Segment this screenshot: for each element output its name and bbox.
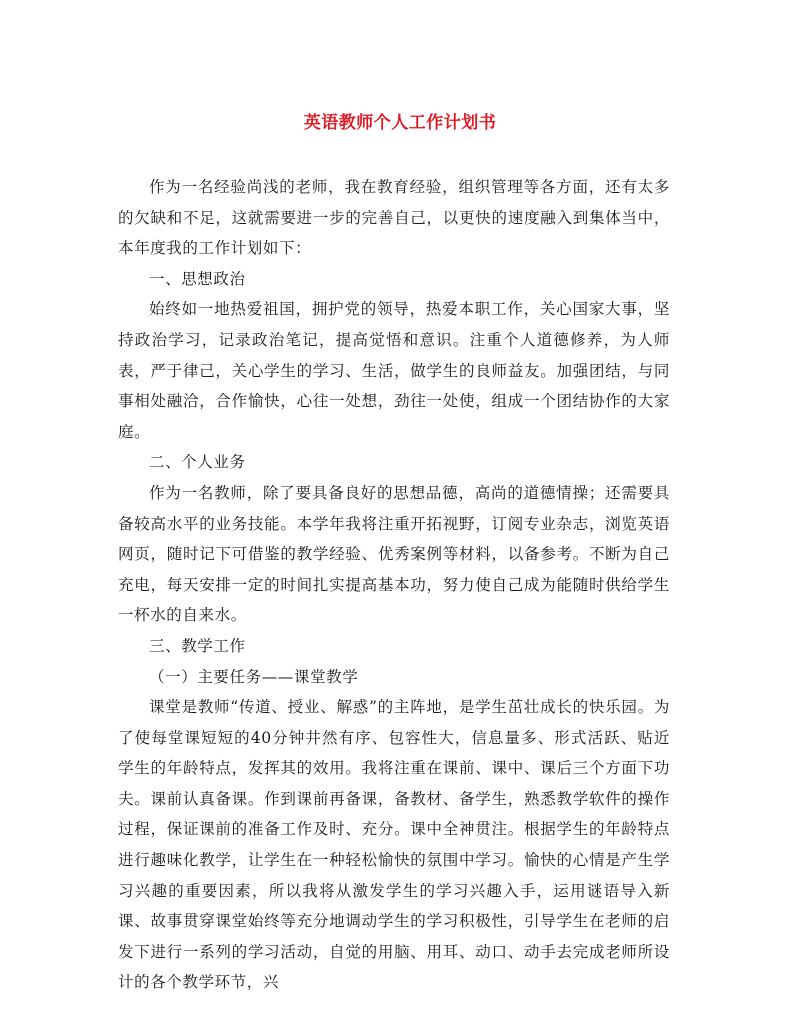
document-title: 英语教师个人工作计划书: [303, 113, 497, 133]
section-heading-ideology: 一、思想政治: [149, 269, 246, 288]
section-heading-teaching: 三、教学工作: [149, 636, 246, 655]
professional-paragraph: 作为一名教师，除了要具备良好的思想品德，高尚的道德情操；还需要具备较高水平的业务技能。本学年我将注重开拓视野，订阅专业杂志，浏览英语网页，随时记下可借鉴的教学经验、优秀案例等材料，以备参考。不断为自己充电，每天安排一定的时间扎实提高基本功，努力使自己成为能随时供给学生一杯水的自来水。: [118, 483, 670, 625]
document-body: [118, 172, 670, 998]
subsection-heading-classroom: （一）主要任务——课堂教学: [149, 667, 359, 686]
ideology-paragraph: 始终如一地热爱祖国，拥护党的领导，热爱本职工作，关心国家大事，坚持政治学习，记录政治笔记，提高觉悟和意识。注重个人道德修养，为人师表，严于律己，关心学生的学习、生活，做学生的良师益友。加强团结，与同事相处融洽，合作愉快，心往一处想，劲往一处使，组成一个团结协作的大家庭。: [118, 300, 670, 441]
intro-paragraph: 作为一名经验尚浅的老师，我在教育经验，组织管理等各方面，还有太多的欠缺和不足，这就需要进一步的完善自己，以更快的速度融入到集体当中，本年度我的工作计划如下：: [118, 178, 670, 258]
section-heading-professional: 二、个人业务: [149, 453, 246, 472]
classroom-paragraph: 课堂是教师“传道、授业、解惑”的主阵地，是学生茁壮成长的快乐园。为了使每堂课短短的40分钟井然有序、包容性大，信息量多、形式活跃、贴近学生的年龄特点，发挥其的效用。我将注重在课前、课中、课后三个方面下功夫。课前认真备课。作到课前再备课，备教材、备学生，熟悉教学软件的操作过程，保证课前的准备工作及时、充分。课中全神贯注。根据学生的年龄特点进行趣味化教学，让学生在一种轻松愉快的氛围中学习。愉快的心情是产生学习兴趣的重要因素，所以我将从激发学生的学习兴趣入手，运用谜语导入新课、故事贯穿课堂始终等充分地调动学生的学习积极性，引导学生在老师的启发下进行一系列的学习活动，自觉的用脑、用耳、动口、动手去完成老师所设计的各个教学环节，兴: [118, 698, 670, 992]
